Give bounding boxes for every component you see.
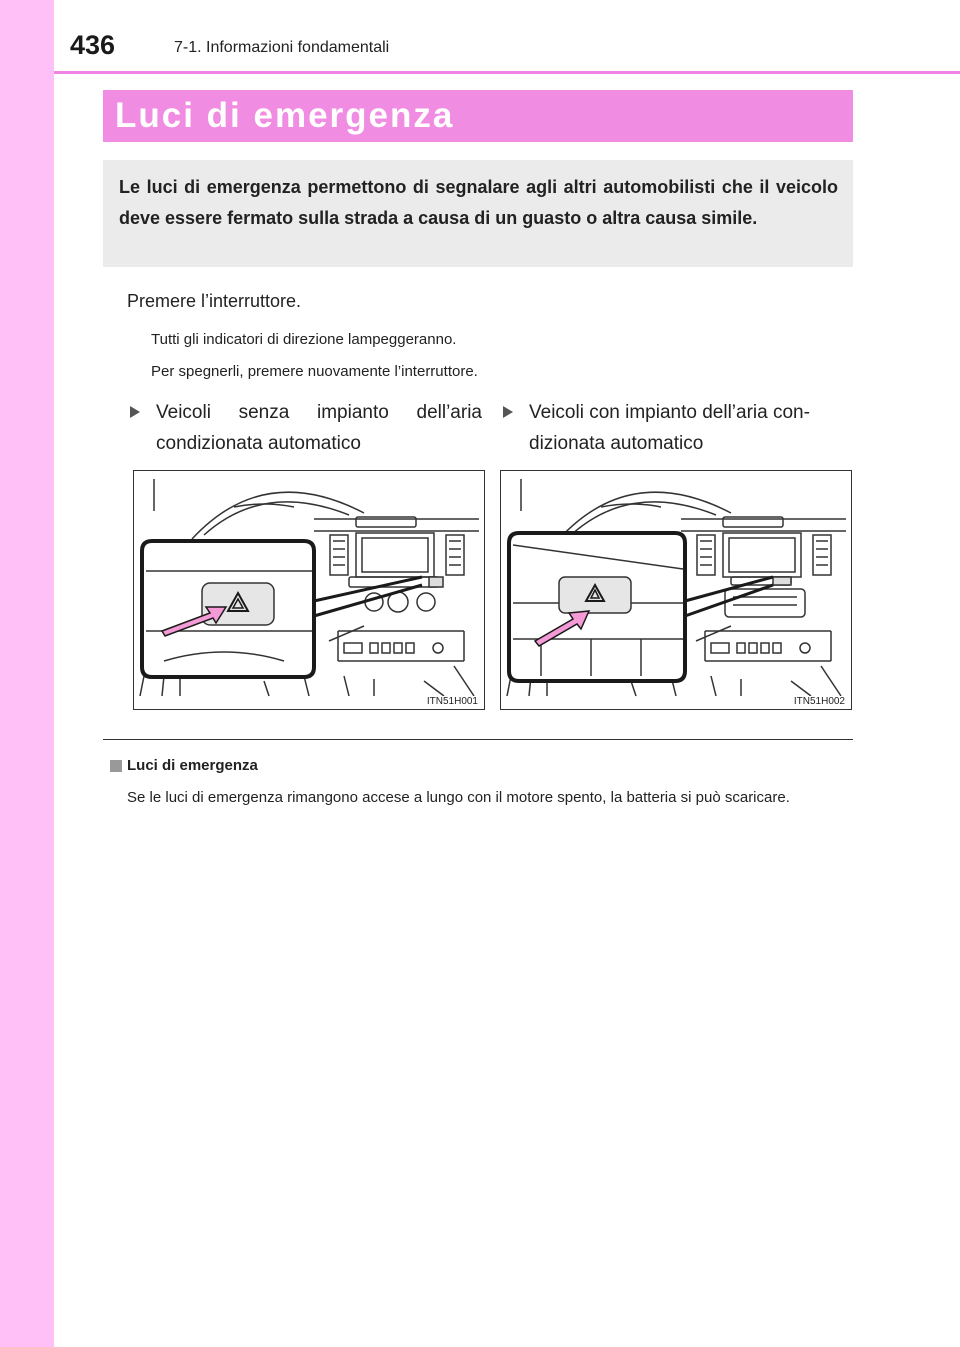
variant-label-2-text: Veicoli con impianto dell’aria con-dizionata automatico [529, 402, 810, 454]
dashboard-illustration-2 [500, 470, 852, 710]
page-title: Luci di emergenza [115, 96, 455, 135]
dashboard-illustration-1 [133, 470, 485, 710]
note-heading: Luci di emergenza [127, 757, 258, 774]
section-divider [103, 739, 853, 740]
section-title: 7-1. Informazioni fondamentali [174, 39, 390, 56]
note-body: Se le luci di emergenza rimangono accese a lungo con il motore spento, la batteria si può scaricare. [127, 789, 790, 806]
left-margin-band [0, 0, 54, 1347]
step-note-2: Per spegnerli, premere nuovamente l’interruttore. [151, 363, 478, 380]
intro-text: Le luci di emergenza permettono di segnalare agli altri automobilisti che il veicolo deve essere fermato sulla strada a causa di un guasto o altra causa simile. [119, 177, 838, 228]
intro-box [103, 160, 853, 267]
square-bullet-icon [110, 760, 122, 772]
triangle-bullet-icon [503, 406, 513, 418]
step-instruction: Premere l’interruttore. [127, 291, 302, 311]
title-bar [103, 90, 853, 142]
triangle-bullet-icon [130, 406, 140, 418]
step-note-1: Tutti gli indicatori di direzione lampeggeranno. [151, 331, 457, 348]
dashboard-drawing-icon [134, 471, 484, 709]
page-number: 436 [70, 30, 116, 60]
figure-code-1: ITN51H001 [426, 696, 478, 707]
dashboard-drawing-icon [501, 471, 851, 709]
variant-label-1-text: Veicoli senza impianto dell’aria condizionata automatico [156, 402, 482, 454]
figure-code-2: ITN51H002 [793, 696, 845, 707]
variant-label-2 [503, 397, 853, 459]
header-rule [54, 71, 960, 74]
variant-label-1 [130, 397, 482, 459]
